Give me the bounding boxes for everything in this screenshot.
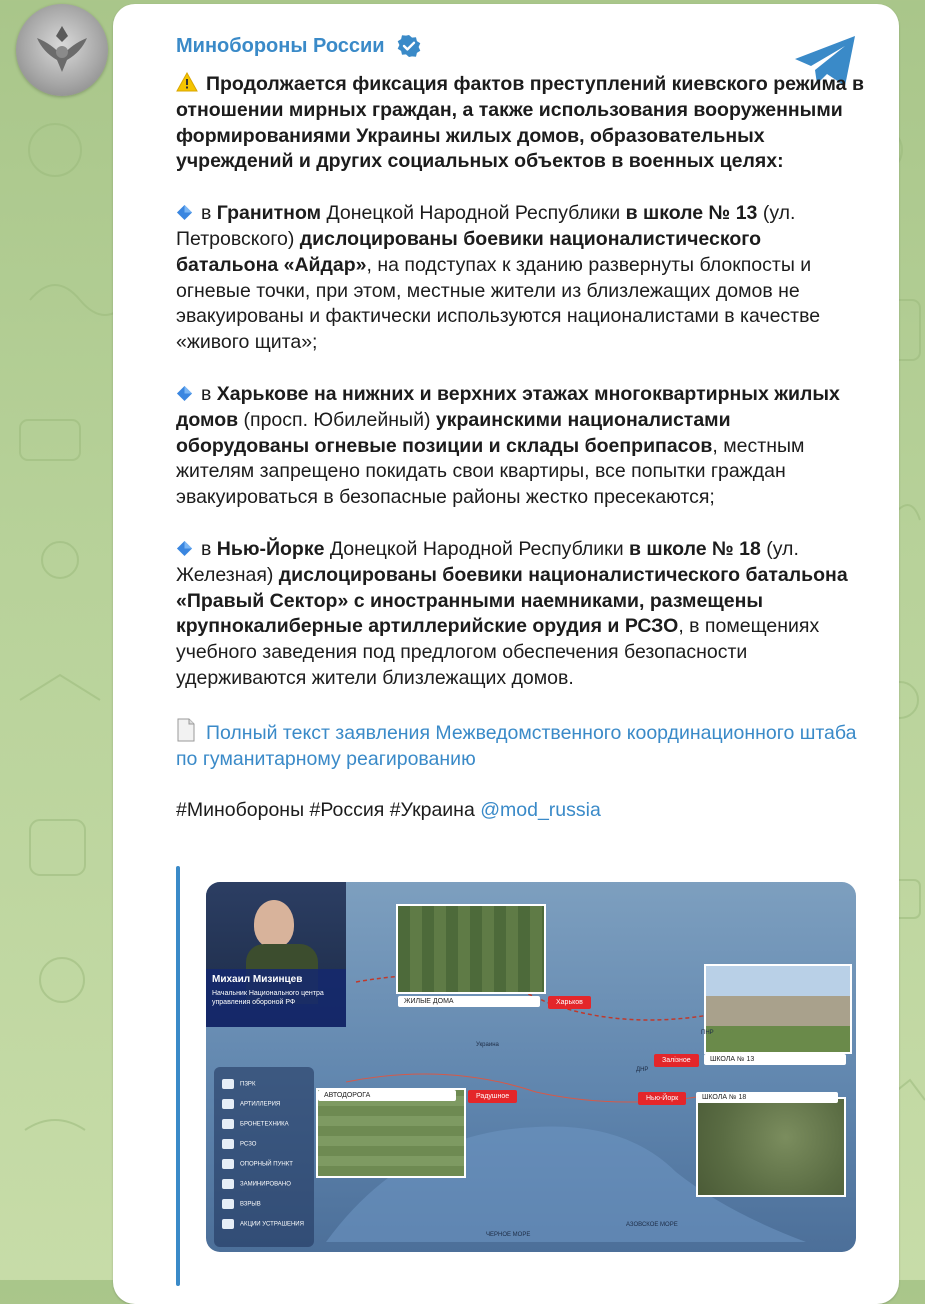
intro-text: Продолжается фиксация фактов преступлений киевского режима в отношении мирных граждан, а также использования вооруженными формированиями Украины жилых домов, образовательных учреждений и других социальных объектов в военных целях: bbox=[176, 73, 864, 173]
attached-image[interactable] bbox=[206, 882, 856, 1252]
legend-item: БРОНЕТЕХНИКА bbox=[222, 1119, 289, 1129]
label-school-18: ШКОЛА № 18 bbox=[696, 1092, 838, 1103]
channel-avatar[interactable] bbox=[16, 4, 108, 96]
person-name: Михаил Мизинцев bbox=[212, 974, 303, 985]
legend-item: ОПОРНЫЙ ПУНКТ bbox=[222, 1159, 293, 1169]
statement-link[interactable]: Полный текст заявления Межведомственного координационного штаба по гуманитарному реагированию bbox=[176, 721, 857, 770]
mention-link[interactable]: @mod_russia bbox=[480, 799, 601, 822]
map-label-ukraine: Украина bbox=[476, 1042, 499, 1048]
legend-item: АКЦИИ УСТРАШЕНИЯ bbox=[222, 1219, 304, 1229]
document-icon bbox=[176, 718, 196, 742]
blue-diamond-icon bbox=[176, 540, 193, 557]
legend-item: ПЗРК bbox=[222, 1079, 255, 1089]
text-span: (просп. Юбилейный) bbox=[238, 408, 436, 431]
warning-icon bbox=[176, 72, 198, 92]
photo-road bbox=[316, 1088, 466, 1178]
photo-houses bbox=[396, 904, 546, 994]
quote-bar bbox=[176, 866, 180, 1286]
label-houses: ЖИЛЫЕ ДОМА bbox=[398, 996, 540, 1007]
portrait-caption bbox=[206, 969, 346, 1027]
emblem-icon bbox=[27, 20, 97, 80]
legend-item: ЗАМИНИРОВАНО bbox=[222, 1179, 291, 1189]
bold-span: Нью-Йорке bbox=[216, 537, 325, 560]
tag-radushnoe: Радушное bbox=[468, 1090, 517, 1103]
post-intro bbox=[176, 72, 866, 175]
label-road: АВТОДОРОГА bbox=[318, 1090, 456, 1101]
list-item-3 bbox=[176, 537, 866, 692]
hashtags-row bbox=[176, 798, 866, 824]
tag-newyork: Нью-Йорк bbox=[638, 1092, 686, 1105]
tag-zaliznoe: Залізное bbox=[654, 1054, 699, 1067]
face bbox=[254, 900, 294, 948]
text-span: Донецкой Народной Республики bbox=[324, 537, 629, 560]
list-item-1 bbox=[176, 201, 866, 356]
map-legend bbox=[214, 1067, 314, 1247]
map-label-azov-sea: АЗОВСКОЕ МОРЕ bbox=[626, 1222, 678, 1228]
photo-school-18 bbox=[696, 1097, 846, 1197]
post-text bbox=[176, 72, 866, 850]
text-span: , на подступах к зданию развернуты блокпосты и огневые точки, при этом, местные жители из близлежащих домов не эвакуированы и фактически используются националистами в качестве «живого щита»; bbox=[176, 253, 821, 354]
text-span: в bbox=[201, 382, 217, 405]
message-bubble bbox=[113, 4, 899, 1304]
verified-icon bbox=[397, 34, 421, 58]
blue-diamond-icon bbox=[176, 204, 193, 221]
bold-span: дислоцированы боевики националистического батальона «Айдар» bbox=[176, 227, 762, 276]
legend-item: ВЗРЫВ bbox=[222, 1199, 261, 1209]
bold-span: Гранитном bbox=[216, 202, 322, 225]
label-school-13: ШКОЛА № 13 bbox=[704, 1054, 846, 1065]
text-span: Донецкой Народной Республики bbox=[321, 202, 626, 225]
bold-span: украинскими националистами оборудованы огневые позиции и склады боеприпасов bbox=[176, 408, 731, 457]
blue-diamond-icon bbox=[176, 385, 193, 402]
text-span: , местным жителям запрещено покидать свои квартиры, все попытки граждан эвакуироваться в безопасные районы жестко пресекаются; bbox=[176, 434, 805, 509]
text-span: , в помещениях учебного заведения под предлогом обеспечения безопасности удерживаются жители близлежащих домов. bbox=[176, 615, 820, 689]
bold-span: дислоцированы боевики националистического батальона «Правый Сектор» с иностранными наемниками, размещены крупнокалиберные артиллерийские орудия и РСЗО bbox=[176, 563, 848, 638]
channel-header[interactable] bbox=[176, 34, 421, 58]
channel-name[interactable]: Минобороны России bbox=[176, 34, 385, 57]
tag-kharkov: Харьков bbox=[548, 996, 591, 1009]
text-span: (ул. Железная) bbox=[176, 537, 799, 586]
legend-item: РСЗО bbox=[222, 1139, 256, 1149]
hashtags[interactable]: #Минобороны #Россия #Украина bbox=[176, 799, 475, 822]
text-span: в bbox=[201, 202, 217, 225]
legend-item: АРТИЛЛЕРИЯ bbox=[222, 1099, 280, 1109]
photo-school-13 bbox=[704, 964, 852, 1054]
list-item-2 bbox=[176, 382, 866, 511]
text-span: (ул. Петровского) bbox=[176, 202, 796, 250]
text-span: в bbox=[201, 537, 217, 560]
bold-span: в школе № 13 bbox=[625, 202, 758, 225]
speaker-portrait bbox=[206, 882, 346, 1027]
person-role: Начальник Национального центра управления обороной РФ bbox=[212, 990, 324, 1006]
map-label-black-sea: ЧЕРНОЕ МОРЕ bbox=[486, 1232, 531, 1238]
bold-span: Харькове на нижних и верхних этажах многоквартирных жилых домов bbox=[176, 382, 840, 431]
map-label-dnr: ДНР bbox=[636, 1067, 649, 1073]
map-label-pnr: ПНР bbox=[701, 1030, 714, 1036]
bold-span: в школе № 18 bbox=[629, 537, 761, 560]
statement-link-row bbox=[176, 718, 866, 773]
